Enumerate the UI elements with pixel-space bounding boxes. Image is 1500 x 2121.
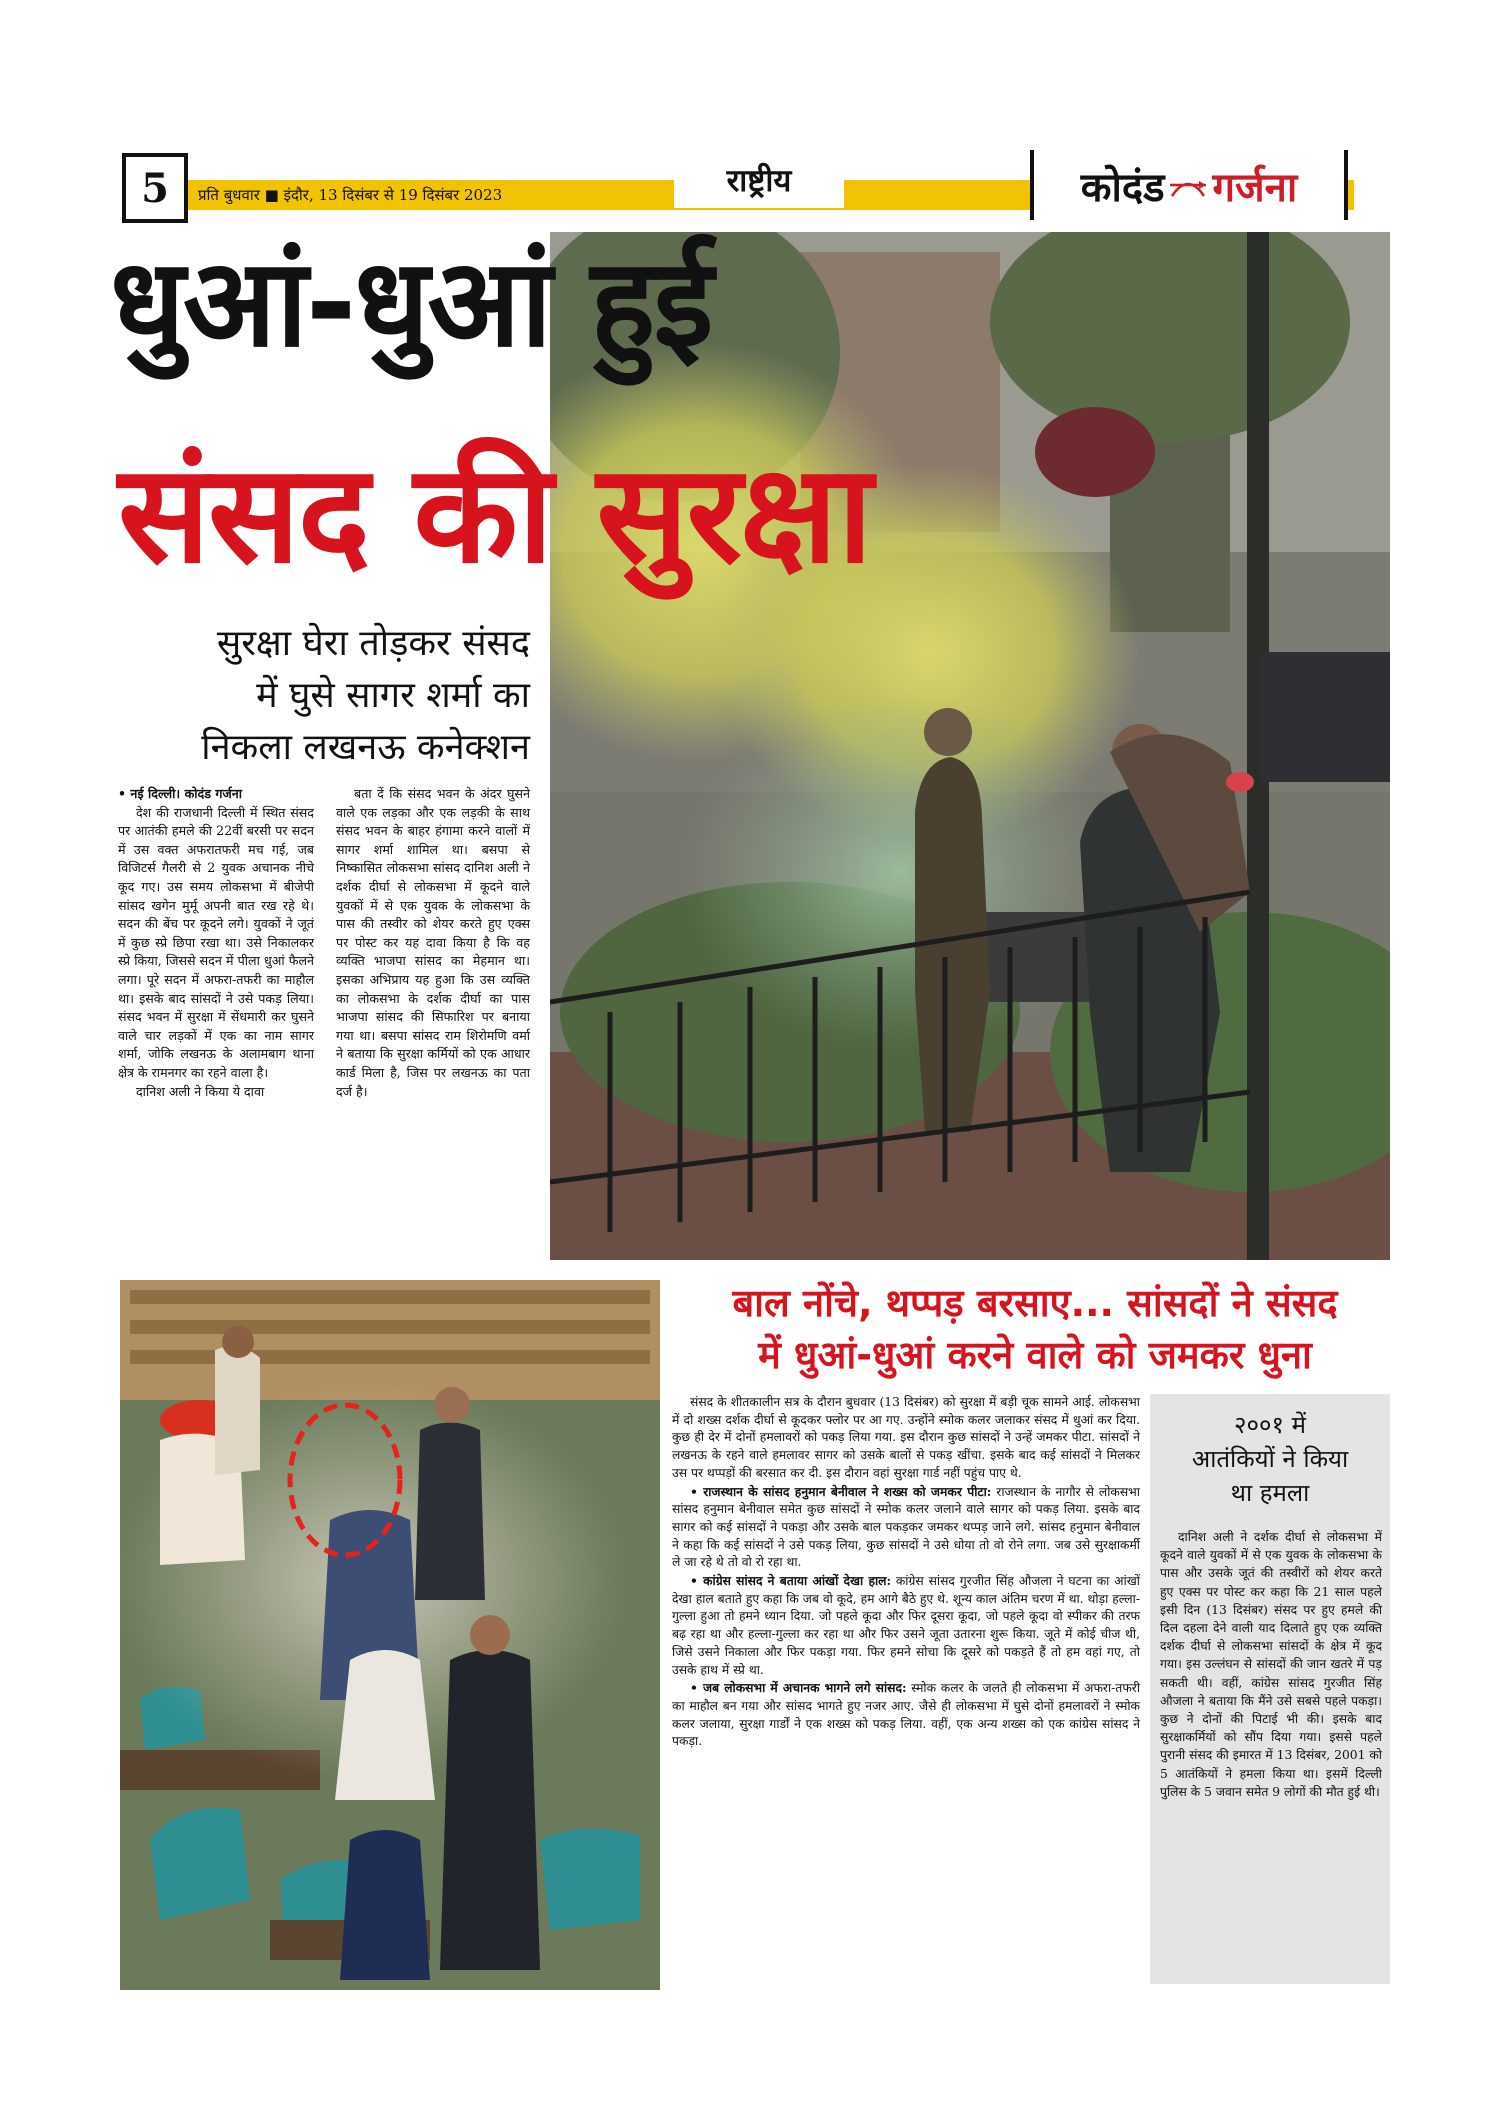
subhead-line: में घुसे सागर शर्मा का	[256, 675, 530, 716]
article-subhead: दानिश अली ने किया ये दावा	[136, 1083, 265, 1099]
second-headline-line2: में धुआं-धुआं करने वाले को जमकर धुना	[758, 1333, 1312, 1377]
sidebar-body: दानिश अली ने दर्शक दीर्घा से लोकसभा में कूदने वाले युवकों में से एक युवक के लोकसभा के पास और उसके जूतं की तस्वीरों को शेयर करते हुए एक्स पर पोस्ट कर कहा कि 21 साल पहले इसी दिन (13 दिसंबर) संसद पर हुए हमले की दिल दहला देने वाली याद दिलाते हुए एक व्यक्ति दर्शक दीर्घा से लोकसभा सांसदों के क्षेत्र में कूद गया। इस उल्लंघन से सांसदों की जान खतरे में पड़ सकती थी। वहीं, कांग्रेस सांसद गुरजीत सिंह औजला ने बताया कि मैंने उसे सबसे पहले पकड़ा। कुछ ने दोनों की पिटाई भी की। इसके बाद सुरक्षाकर्मियों को सौंप दिया गया। इससे पहले पुरानी संसद की इमारत में 13 दिसंबर, 2001 को 5 आतंकियों ने हमला किया था। इसमें दिल्ली पुलिस के 5 जवान समेत 9 लोगों की मौत हुई थी।	[1160, 1530, 1382, 1799]
paragraph-text: कांग्रेस सांसद गुरजीत सिंह औजला ने घटना का आंखों देखा हाल बताते हुए कहा कि जब वो कूदे, हम आगे बैठे हुए थे. शून्य काल अंतिम चरण में था. थोड़ा हल्ला-गुल्ला हुआ तो हमने ध्यान दिया. जो पहले कूदा और फिर दूसरा कूदा, जो पहले कूदा वो स्पीकर की तरफ बढ़ रहा था और हल्ला-गुल्ला कर रहा था और फिर उसने जूता उतारना शुरू किया. जूते में कोई चीज थी, जिसे उसने निकाला और फिर पकड़ा गया. फिर हमने सोचा कि दूसरे को पकड़ते हैं तो हम वहां गए, तो उसके हाथ में स्प्रे था.	[672, 1574, 1140, 1677]
page-number: 5	[122, 153, 188, 223]
subheadline	[140, 618, 530, 774]
paragraph-lead: • राजस्थान के सांसद हनुमान बेनीवाल ने शख्स को जमकर पीटा:	[690, 1483, 992, 1499]
sidebar-title-line: २००१ में	[1234, 1411, 1306, 1439]
article-body: बता दें कि संसद भवन के अंदर घुसने वाले एक लड़का और एक लड़की के साथ संसद भवन के बाहर हंगामा करने वालों में सागर शर्मा शामिल था। बसपा से निष्कासित लोकसभा सांसद दानिश अली ने दर्शक दीर्घा से लोकसभा में कूदने वाले युवकों में से एक युवक के लोकसभा के पास की तस्वीर को शेयर करते हुए एक्स पर पोस्ट कर यह दावा किया है कि वह व्यक्ति भाजपा सांसद का मेहमान था। इसका अभिप्राय यह हुआ कि उस व्यक्ति का लोकसभा के दर्शक दीर्घा का पास भाजपा सांसद की सिफारिश पर बनाया गया था। बसपा सांसद राम शिरोमणि वर्मा ने बताया कि सुरक्षा कर्मियों को एक आधार कार्ड मिला है, जिस पर लखनऊ का पता दर्ज है।	[336, 786, 530, 1099]
subhead-line: निकला लखनऊ कनेक्शन	[201, 727, 530, 768]
paragraph-lead: • जब लोकसभा में अचानक भागने लगे सांसद:	[690, 1680, 907, 1696]
article-dateline: • नई दिल्ली। कोदंड गर्जना	[118, 786, 243, 801]
issue-dateline: प्रति बुधवार ■ इंदौर, 13 दिसंबर से 19 दिसंबर 2023	[198, 186, 503, 204]
article-paragraph	[672, 1572, 1140, 1679]
paragraph-lead: • कांग्रेस सांसद ने बताया आंखों देखा हाल:	[690, 1573, 892, 1589]
second-article-body	[672, 1394, 1140, 1751]
article-column-1	[118, 785, 314, 1101]
sidebar-title	[1150, 1408, 1390, 1510]
masthead-part2: गर्जना	[1212, 164, 1298, 211]
article-paragraph	[672, 1483, 1140, 1573]
article-body: देश की राजधानी दिल्ली में स्थित संसद पर आतंकी हमले की 22वीं बरसी पर सदन में उस वक्त अफरातफरी मच गई, जब विजिटर्स गैलरी से 2 युवक अचानक नीचे कूद गए। उस समय लोकसभा में बीजेपी सांसद खगेन मुर्मू अपनी बात रख रहे थे। सदन की बेंच पर कूदने लगे। युवकों ने जूतं में कुछ स्प्रे छिपा रखा था। उसे निकालकर स्प्रे किया, जिससे सदन में पीला धुआं फैलने लगा। पूरे सदन में अफरा-तफरी का माहौल था। इसके बाद सांसदों ने उसे पकड़ लिया। संसद भवन में सुरक्षा में सेंधमारी कर घुसने वाले चार लड़कों में एक का नाम सागर शर्मा, जोकि लखनऊ के अलामबाग थाना क्षेत्र के रामनगर का रहने वाला है।	[118, 804, 314, 1080]
sidebar-title-line: आतंकियों ने किया	[1191, 1445, 1349, 1473]
article-paragraph: संसद के शीतकालीन सत्र के दौरान बुधवार (13 दिसंबर) को सुरक्षा में बड़ी चूक सामने आई. लोकसभा में दो शख्स दर्शक दीर्घा से कूदकर फ्लोर पर आ गए. उन्होंने स्मोक कलर जलाकर संसद में धुआं कर दिया. कुछ ही देर में दोनों हमलावरों को पकड़ लिया गया. इस दौरान कुछ सांसदों ने उन्हें जमकर पीटा. सांसदों ने लखनऊ के रहने वाले हमलावर सागर को उसके बालों से पकड़ खींचा. इसके बाद कई सांसदों ने मिलकर उस पर थप्पड़ों की बरसात कर दी. इस दौरान वहां सुरक्षा गार्ड नहीं पहुंच पाए थे.	[672, 1395, 1140, 1480]
section-label: राष्ट्रीय	[674, 152, 844, 208]
second-headline-line1: बाल नोंचे, थप्पड़ बरसाए... सांसदों ने संसद	[732, 1281, 1338, 1325]
parliament-smoke-photo	[550, 232, 1390, 1260]
bow-arrow-icon	[1168, 170, 1208, 200]
sidebar-title-line: था हमला	[1230, 1479, 1310, 1507]
main-headline-line2: संसद की सुरक्षा	[118, 436, 871, 594]
article-paragraph	[672, 1679, 1140, 1751]
main-headline-line1: धुआं-धुआं हुई	[110, 232, 712, 374]
newspaper-masthead	[1030, 150, 1348, 220]
article-column-2	[336, 785, 530, 1101]
subhead-line: सुरक्षा घेरा तोड़कर संसद	[216, 623, 530, 664]
lok-sabha-scuffle-photo	[120, 1280, 660, 1990]
masthead-part1: कोदंड	[1080, 164, 1165, 211]
paragraph-text: राजस्थान के नागौर से लोकसभा सांसद हनुमान बेनीवाल समेत कुछ सांसदों ने स्मोक कलर जलाने वाले सागर को पकड़ लिया. इसके बाद सागर को कई सांसदों ने पकड़ा और उसके बाल पकड़कर जमकर थप्पड़ जाने लगे. सांसद हनुमान बेनीवाल ने कहा कि कई सांसदों ने उसे पकड़ लिया, कुछ सांसदों ने उसे धोया तो वो रोने लगा. जब उसे सुरक्षाकर्मी ले जा रहे थे तो वो रो रहा था.	[672, 1484, 1140, 1570]
paragraph-text: स्मोक कलर के जलते ही लोकसभा में अफरा-तफरी का माहौल बन गया और सांसद भागते हुए नजर आए. जैसे ही लोकसभा में घुसे दोनों हमलावरों ने स्मोक कलर जलाया, सुरक्षा गार्डों ने एक शख्स को पकड़ लिया. वहीं, एक अन्य शख्स को एक कांग्रेस सांसद ने पकड़ा.	[672, 1681, 1141, 1749]
